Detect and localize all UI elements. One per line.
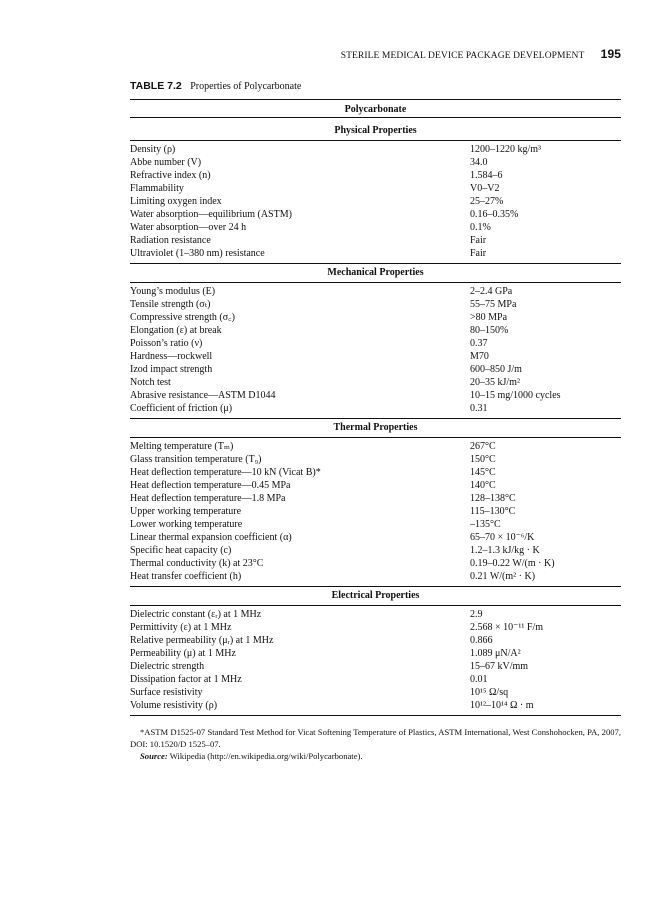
table-row [130,169,621,182]
section-heading: Electrical Properties [331,590,420,601]
property-cell: Permittivity (ε) at 1 MHz [130,622,232,633]
property-cell: Hardness—rockwell [130,351,213,362]
table-row [130,363,621,376]
table-title: Properties of Polycarbonate [190,81,302,92]
section-heading: Mechanical Properties [327,267,424,278]
value-cell: 1.089 μN/A² [470,648,521,659]
table-row [130,453,621,466]
table-row [130,686,621,699]
value-cell: 65–70 × 10⁻⁶/K [470,532,535,543]
property-cell: Izod impact strength [130,364,213,375]
property-cell: Heat deflection temperature—10 kN (Vicat B)* [130,467,321,478]
value-cell: 267°C [470,441,496,452]
property-cell: Thermal conductivity (k) at 23°C [130,558,264,569]
property-cell: Surface resistivity [130,687,203,698]
value-cell: 20–35 kJ/m² [470,377,520,388]
value-cell: 145°C [470,467,496,478]
property-cell: Water absorption—over 24 h [130,222,247,233]
property-cell: Flammability [130,183,184,194]
table-row [130,673,621,686]
property-cell: Heat deflection temperature—0.45 MPa [130,480,291,491]
property-cell: Abbe number (V) [130,157,202,168]
section-rows [130,283,621,418]
property-cell: Density (ρ) [130,144,176,155]
property-cell: Refractive index (n) [130,170,211,181]
value-cell: 0.31 [470,403,488,414]
table-row [130,544,621,557]
section-heading: Physical Properties [334,125,417,136]
value-cell: 1200–1220 kg/m³ [470,144,542,155]
table-row [130,324,621,337]
table-row [130,531,621,544]
value-cell: 128–138°C [470,493,516,504]
section-rows [130,606,621,715]
property-cell: Upper working temperature [130,506,242,517]
table-row [130,311,621,324]
value-cell: –135°C [470,519,501,530]
property-cell: Dissipation factor at 1 MHz [130,674,242,685]
property-cell: Young’s modulus (E) [130,286,216,297]
value-cell: 0.16–0.35% [470,209,519,220]
property-cell: Permeability (μ) at 1 MHz [130,648,236,659]
value-cell: V0–V2 [470,183,500,194]
value-cell: 1.2–1.3 kJ/kg · K [470,545,540,556]
value-cell: 34.0 [470,157,488,168]
value-cell: 80–150% [470,325,509,336]
table-row [130,634,621,647]
table-row [130,298,621,311]
value-cell: 1.584–6 [470,170,503,181]
footnote: *ASTM D1525-07 Standard Test Method for Vicat Softening Temperature of Plastics, ASTM International, West Conshohocken, PA, 2007, DOI: 10.1520/D 1525–07. [130,727,621,749]
page-number: 195 [600,47,621,61]
value-cell: 55–75 MPa [470,299,517,310]
table-row [130,221,621,234]
section-rows [130,141,621,263]
table-row [130,402,621,415]
table-bottom-rule [130,715,621,716]
table-body [130,122,621,715]
value-cell: 0.19–0.22 W/(m · K) [470,558,555,569]
property-cell: Dielectric strength [130,661,205,672]
property-cell: Elongation (ε) at break [130,325,222,336]
table-label: TABLE 7.2 [130,80,182,92]
table-row [130,660,621,673]
value-cell: 150°C [470,454,496,465]
property-cell: Glass transition temperature (T₉) [130,454,262,465]
running-head [341,47,621,61]
value-cell: >80 MPa [470,312,508,323]
table-caption [130,80,301,92]
value-cell: 0.01 [470,674,488,685]
table-row [130,505,621,518]
value-cell: 10–15 mg/1000 cycles [470,390,561,401]
table-row [130,479,621,492]
table-row [130,337,621,350]
table-notes [130,726,621,762]
table-row [130,156,621,169]
table-row [130,389,621,402]
section-heading: Thermal Properties [333,422,418,433]
value-cell: 10¹⁵ Ω/sq [470,687,509,698]
value-cell: 0.37 [470,338,488,349]
table-row [130,570,621,583]
source-note [130,750,621,762]
table-row [130,492,621,505]
table-row [130,647,621,660]
property-cell: Tensile strength (σₜ) [130,299,211,310]
property-cell: Poisson’s ratio (ν) [130,338,203,349]
source-text: Wikipedia (http://en.wikipedia.org/wiki/Polycarbonate). [169,751,363,761]
property-cell: Coefficient of friction (μ) [130,403,233,414]
table-row [130,247,621,260]
value-cell: 15–67 kV/mm [470,661,529,672]
table-row [130,195,621,208]
section-rows [130,438,621,586]
value-cell: 25–27% [470,196,504,207]
property-cell: Heat transfer coefficient (h) [130,571,242,582]
source-label: Source: [140,751,168,761]
table-row [130,350,621,363]
table-row [130,182,621,195]
table-row [130,518,621,531]
table-row [130,621,621,634]
value-cell: 115–130°C [470,506,516,517]
property-cell: Volume resistivity (ρ) [130,700,218,711]
value-cell: 0.1% [470,222,491,233]
property-cell: Abrasive resistance—ASTM D1044 [130,390,276,401]
table-row [130,466,621,479]
property-cell: Notch test [130,377,171,388]
value-cell: 10¹²–10¹⁴ Ω · m [470,700,534,711]
property-cell: Linear thermal expansion coefficient (α) [130,532,292,543]
running-head-title: STERILE MEDICAL DEVICE PACKAGE DEVELOPMENT [340,51,585,61]
table-row [130,440,621,453]
table-row [130,557,621,570]
table-row [130,208,621,221]
value-cell: Fair [470,235,487,246]
property-cell: Specific heat capacity (c) [130,545,232,556]
value-cell: 0.21 W/(m² · K) [470,571,536,582]
value-cell: 600–850 J/m [470,364,522,375]
property-cell: Compressive strength (σ꜀) [130,312,235,323]
value-cell: 0.866 [470,635,493,646]
table-row [130,608,621,621]
property-cell: Relative permeability (μᵣ) at 1 MHz [130,635,274,646]
table-row [130,285,621,298]
property-cell: Limiting oxygen index [130,196,222,207]
property-cell: Water absorption—equilibrium (ASTM) [130,209,292,220]
property-cell: Radiation resistance [130,235,211,246]
table-top-rule [130,99,621,100]
table-row [130,699,621,712]
property-cell: Heat deflection temperature—1.8 MPa [130,493,286,504]
property-cell: Lower working temperature [130,519,243,530]
value-cell: 2.568 × 10⁻¹¹ F/m [470,622,544,633]
table-row [130,234,621,247]
value-cell: 2–2.4 GPa [470,286,513,297]
properties-table [130,99,621,716]
value-cell: 2.9 [470,609,483,620]
table-header: Polycarbonate [344,104,407,115]
value-cell: Fair [470,248,487,259]
table-row [130,143,621,156]
table-row [130,376,621,389]
property-cell: Ultraviolet (1–380 nm) resistance [130,248,265,259]
property-cell: Dielectric constant (εᵣ) at 1 MHz [130,609,262,620]
property-cell: Melting temperature (Tₘ) [130,441,234,452]
value-cell: M70 [470,351,489,362]
value-cell: 140°C [470,480,496,491]
